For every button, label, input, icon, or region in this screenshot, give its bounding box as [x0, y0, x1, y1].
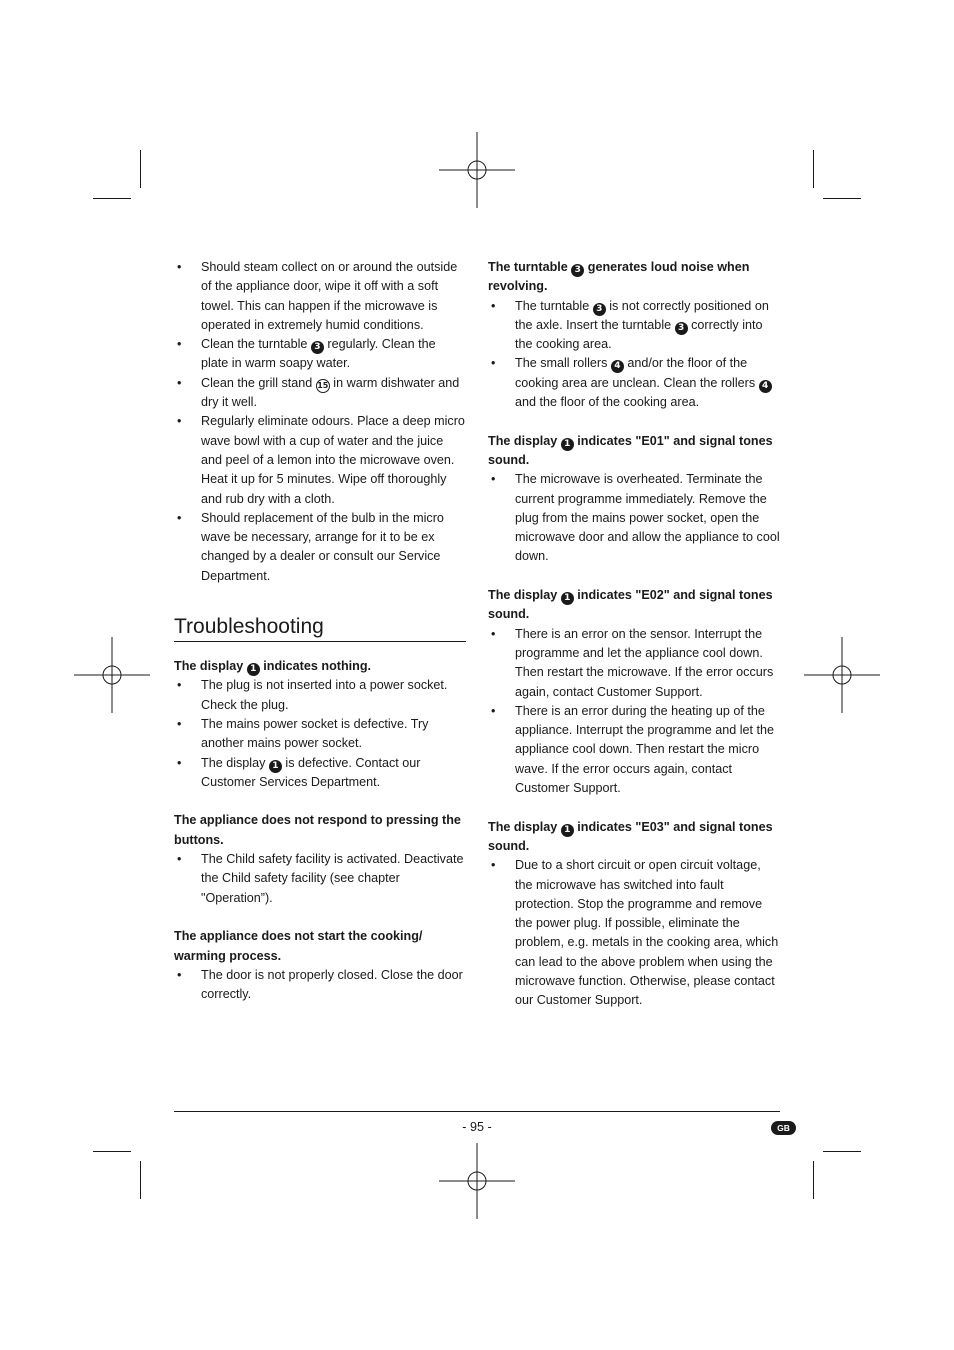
right-column	[488, 258, 780, 1030]
registration-mark-icon	[439, 1143, 515, 1219]
list-item: • Should replacement of the bulb in the micro wave be necessary, arrange for it to be ex changed by a dealer or consult our Service Department.	[174, 509, 466, 586]
trouble-heading: The display 1 indicates nothing.	[174, 659, 372, 675]
list-item: • The plug is not inserted into a power socket. Check the plug.	[174, 676, 466, 715]
crop-mark	[823, 1151, 861, 1152]
trouble-item	[488, 258, 780, 412]
part-number-icon: 4	[759, 380, 772, 393]
list-item: • Clean the turntable 3 regularly. Clean the plate in warm soapy water.	[174, 335, 466, 374]
part-number-icon: 3	[593, 303, 606, 316]
trouble-item	[488, 432, 780, 567]
trouble-heading: The appliance does not start the cooking/ warming process.	[174, 929, 423, 963]
list-item: • There is an error during the heating up of the appliance. Interrupt the programme and let the appliance cool down. Then restart the micro wave. If the error occurs again, contact Customer Support.	[488, 702, 780, 798]
part-number-icon: 1	[561, 438, 574, 451]
crop-mark	[813, 1161, 814, 1199]
care-bullet-list	[174, 258, 466, 586]
registration-mark-icon	[439, 132, 515, 208]
list-item: • Should steam collect on or around the outside of the appliance door, wipe it off with a soft towel. This can happen if the microwave is operated in extremely humid conditions.	[174, 258, 466, 335]
crop-mark	[813, 150, 814, 188]
trouble-item	[174, 927, 466, 1004]
registration-mark-icon	[804, 637, 880, 713]
part-number-icon: 3	[571, 264, 584, 277]
part-number-icon: 4	[611, 360, 624, 373]
footer-divider	[174, 1111, 780, 1112]
crop-mark	[823, 198, 861, 199]
list-item: • The mains power socket is defective. Try another mains power socket.	[174, 715, 466, 754]
language-badge: GB	[771, 1121, 796, 1135]
page-number: - 95 -	[462, 1120, 492, 1134]
list-item: • The turntable 3 is not correctly positioned on the axle. Insert the turntable 3 correctly into the cooking area.	[488, 297, 780, 355]
part-number-icon: 15	[316, 379, 330, 393]
list-item: • Clean the grill stand 15 in warm dishwater and dry it well.	[174, 374, 466, 413]
left-column	[174, 258, 466, 1024]
list-item: • Regularly eliminate odours. Place a deep micro wave bowl with a cup of water and the juice and peel of a lemon into the microwave oven. Heat it up for 5 minutes. Wipe off thoroughly and rub dry with a cloth.	[174, 412, 466, 508]
list-item: • The display 1 is defective. Contact our Customer Services Department.	[174, 754, 466, 793]
part-number-icon: 3	[311, 341, 324, 354]
list-item: • The Child safety facility is activated. Deactivate the Child safety facility (see chapter "Operation”).	[174, 850, 466, 908]
list-item: • The microwave is overheated. Terminate the current programme immediately. Remove the plug from the mains power socket, open the microwave door and allow the appliance to cool down.	[488, 470, 780, 566]
list-item: • The small rollers 4 and/or the floor of the cooking area are unclean. Clean the rollers 4 and the floor of the cooking area.	[488, 354, 780, 412]
trouble-heading: The display 1 indicates "E02" and signal tones sound.	[488, 588, 773, 622]
trouble-item	[488, 818, 780, 1011]
crop-mark	[140, 150, 141, 188]
list-item: • The door is not properly closed. Close the door correctly.	[174, 966, 466, 1005]
trouble-heading: The turntable 3 generates loud noise when revolving.	[488, 260, 750, 294]
crop-mark	[140, 1161, 141, 1199]
section-title: Troubleshooting	[174, 614, 466, 642]
trouble-heading: The display 1 indicates "E01" and signal tones sound.	[488, 433, 773, 467]
part-number-icon: 1	[247, 663, 260, 676]
registration-mark-icon	[74, 637, 150, 713]
trouble-item	[174, 657, 466, 792]
part-number-icon: 1	[269, 760, 282, 773]
trouble-item	[174, 811, 466, 907]
list-item: • There is an error on the sensor. Interrupt the programme and let the appliance cool down. Then restart the microwave. If the error occurs again, contact Customer Support.	[488, 625, 780, 702]
part-number-icon: 1	[561, 824, 574, 837]
crop-mark	[93, 198, 131, 199]
trouble-item	[488, 586, 780, 798]
crop-mark	[93, 1151, 131, 1152]
trouble-heading: The appliance does not respond to pressing the buttons.	[174, 813, 461, 847]
part-number-icon: 1	[561, 592, 574, 605]
trouble-heading: The display 1 indicates "E03" and signal tones sound.	[488, 819, 773, 853]
part-number-icon: 3	[675, 322, 688, 335]
list-item: • Due to a short circuit or open circuit voltage, the microwave has switched into fault protection. Stop the programme and remove the power plug. If possible, eliminate the problem, e.g. metals in the cooking area, which can lead to the above problem when using the microwave function. Otherwise, please contact our Customer Support.	[488, 856, 780, 1010]
